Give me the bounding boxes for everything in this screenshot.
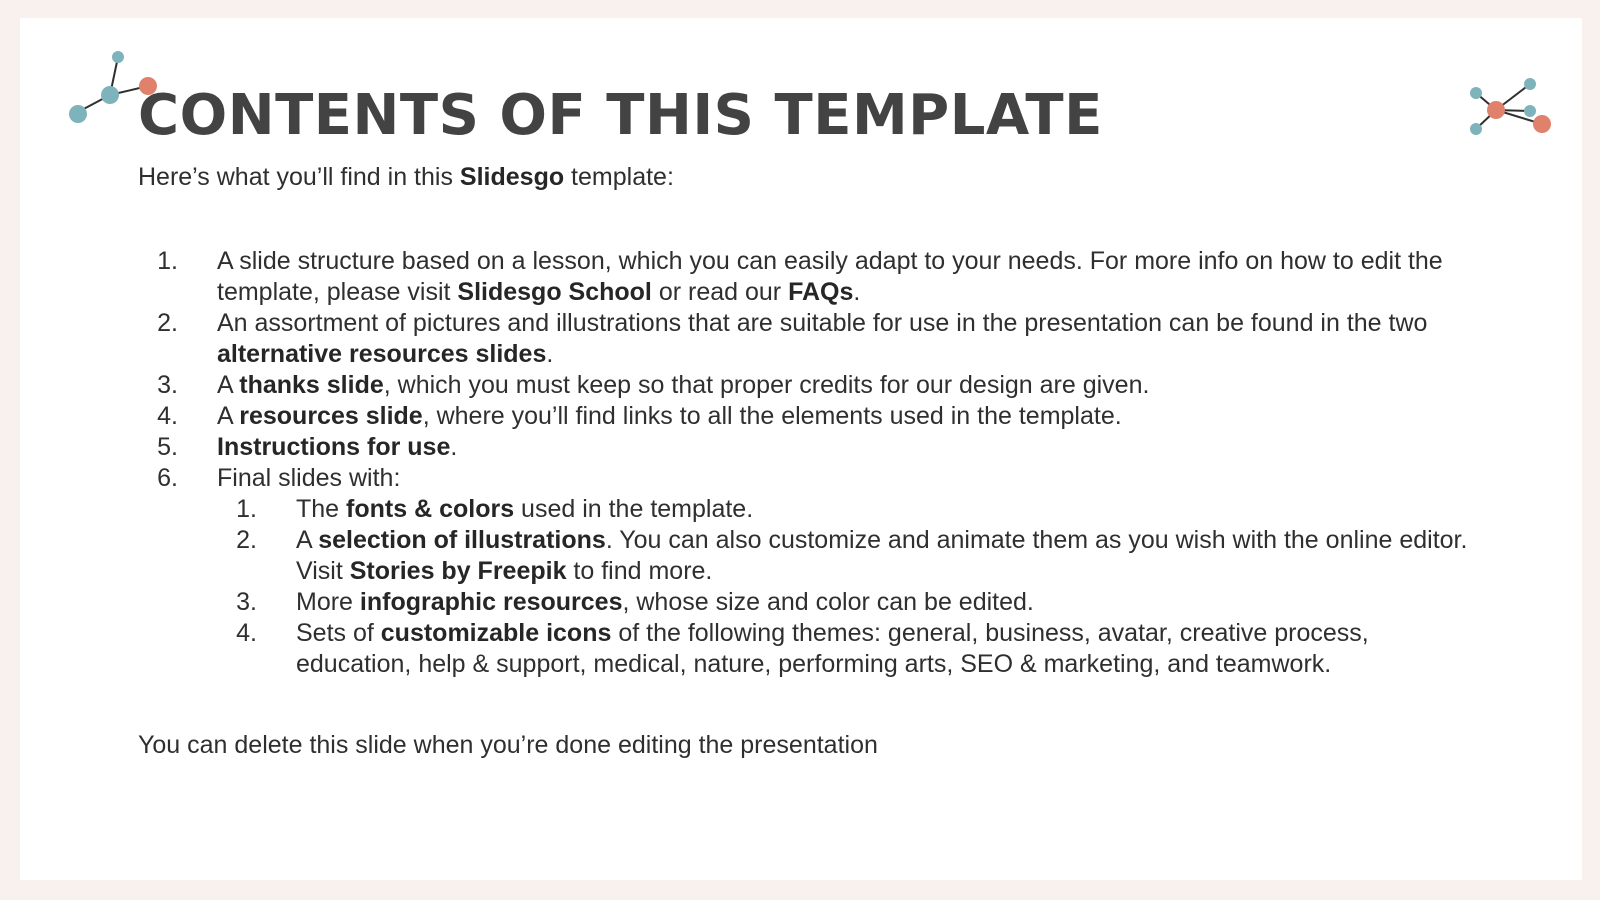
sub-list-number: 1.: [236, 495, 257, 523]
list-number: 5.: [157, 433, 178, 461]
body-text: A: [296, 526, 319, 554]
sub-list-item: [217, 618, 1468, 680]
sub-list-number: 3.: [236, 588, 257, 616]
list-number: 4.: [157, 402, 178, 430]
bold-text: Slidesgo School: [457, 278, 652, 306]
body-text: The: [296, 495, 347, 523]
sub-list-item: [217, 587, 1468, 618]
list-item: [138, 401, 1468, 432]
list-number: 6.: [157, 464, 178, 492]
closing-note: You can delete this slide when you’re done editing the presentation: [138, 731, 878, 759]
body-text: or read our: [651, 278, 789, 306]
molecule-icon: [1468, 68, 1568, 148]
body-text: A slide structure based on a lesson, which you can easily adapt to your needs. For more info on how to edit the template, please visit: [217, 247, 1443, 306]
list-number: 2.: [157, 309, 178, 337]
bold-text: Stories by Freepik: [349, 557, 567, 585]
slide-title: CONTENTS OF THIS TEMPLATE: [138, 83, 1103, 148]
body-text: , whose size and color can be edited.: [622, 588, 1034, 616]
bold-text: thanks slide: [239, 371, 384, 399]
body-text: Sets of: [296, 619, 381, 647]
body-text: .: [450, 433, 458, 461]
intro-after: template:: [564, 163, 674, 191]
bold-text: Instructions for use: [217, 433, 451, 461]
sub-list-item: [217, 525, 1468, 587]
list-item-text: [217, 371, 1149, 399]
body-text: , where you’ll find links to all the elements used in the template.: [422, 402, 1122, 430]
bold-text: customizable icons: [380, 619, 612, 647]
body-text: More: [296, 588, 360, 616]
body-text: A: [217, 371, 240, 399]
body-text: An assortment of pictures and illustrations that are suitable for use in the presentation can be found in the two: [217, 309, 1428, 337]
list-item: [138, 246, 1468, 308]
sub-list-item-text: [296, 619, 1369, 678]
sub-list-number: 4.: [236, 619, 257, 647]
body-text: .: [853, 278, 861, 306]
bold-text: fonts & colors: [346, 495, 515, 523]
list-item-text: [217, 402, 1122, 430]
bold-text: resources slide: [239, 402, 423, 430]
list-item-text: [217, 464, 400, 492]
list-number: 3.: [157, 371, 178, 399]
body-text: .: [546, 340, 554, 368]
sub-list-number: 2.: [236, 526, 257, 554]
list-item: [138, 432, 1468, 463]
body-text: . You can also customize and animate them as you wish with the online editor. Visit: [296, 526, 1468, 585]
sub-list-item-text: [296, 495, 753, 523]
slide: [20, 18, 1582, 880]
list-item: [138, 463, 1468, 680]
bold-text: infographic resources: [359, 588, 623, 616]
body-text: , which you must keep so that proper credits for our design are given.: [383, 371, 1150, 399]
bold-text: FAQs: [788, 278, 854, 306]
body-text: Final slides with:: [217, 464, 401, 492]
list-item: [138, 308, 1468, 370]
sub-list: [217, 494, 1468, 680]
intro-before: Here’s what you’ll find in this: [138, 163, 460, 191]
list-item-text: [217, 433, 457, 461]
body-text: A: [217, 402, 240, 430]
bold-text: selection of illustrations: [318, 526, 606, 554]
list-item-text: [217, 309, 1427, 368]
sub-list-item-text: [296, 588, 1034, 616]
contents-list: [138, 246, 1468, 680]
list-item-text: [217, 247, 1443, 306]
list-item: [138, 370, 1468, 401]
body-text: to find more.: [566, 557, 713, 585]
brand-name: Slidesgo: [459, 163, 565, 191]
list-number: 1.: [157, 247, 178, 275]
sub-list-item: [217, 494, 1468, 525]
bold-text: alternative resources slides: [217, 340, 547, 368]
intro-text: [138, 160, 674, 194]
body-text: of the following themes: general, business, avatar, creative process, education, help & support, medical, nature, performing arts, SEO & marketing, and teamwork.: [296, 619, 1369, 678]
sub-list-item-text: [296, 526, 1467, 585]
body-text: used in the template.: [514, 495, 754, 523]
